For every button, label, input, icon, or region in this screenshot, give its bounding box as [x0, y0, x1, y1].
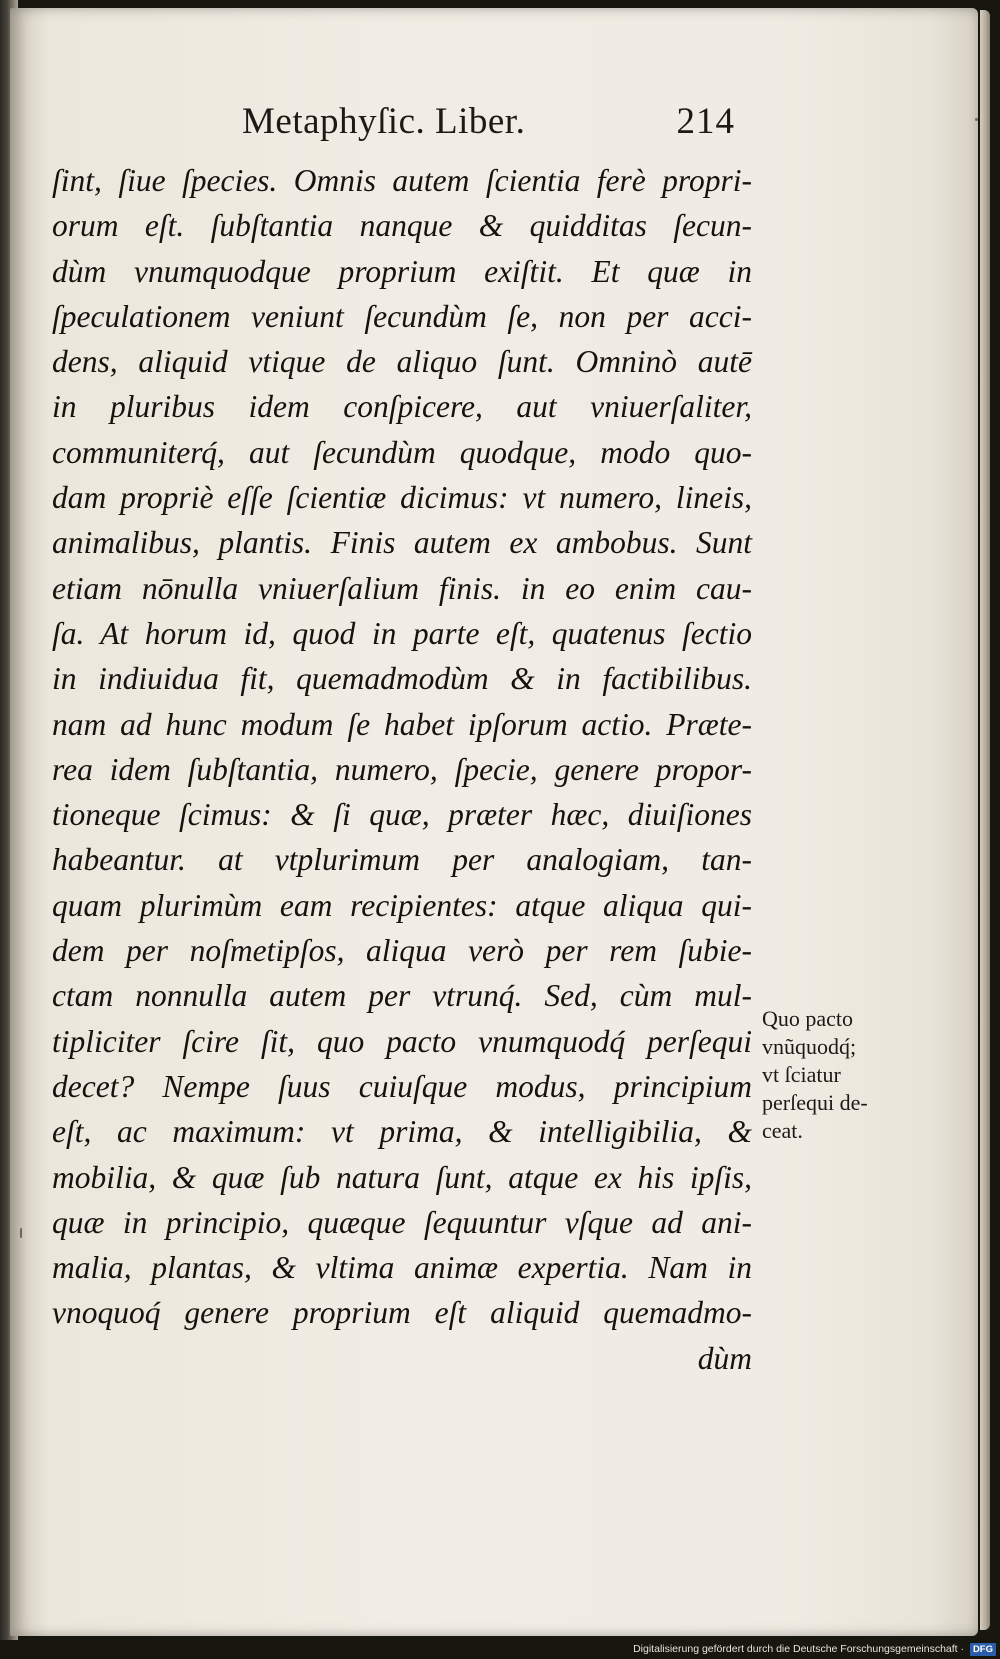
text-line: tioneque ſcimus: & ſi quæ, præter hæc, diuiſiones: [52, 797, 752, 833]
marginal-note: [762, 1005, 932, 1145]
text-line: nam ad hunc modum ſe habet ipſorum actio. Præte-: [52, 706, 752, 742]
text-line: communiterq́, aut ſecundùm quodque, modo quo-: [52, 434, 752, 470]
text-line: quæ in principio, quæque ſequuntur vſque ad ani-: [52, 1204, 752, 1240]
text-line: eſt, ac maximum: vt prima, & intelligibilia, &: [52, 1114, 752, 1150]
text-line: orum eſt. ſubſtantia nanque & quidditas ſecun-: [52, 208, 752, 244]
running-head-title: Metaphyſic. Liber.: [242, 101, 526, 142]
dfg-logo: DFG: [970, 1643, 996, 1656]
marginal-note-line: Quo pacto: [762, 1006, 854, 1031]
digitization-credit: [600, 1641, 996, 1657]
paper-speck: [20, 1228, 22, 1238]
running-head: [230, 100, 750, 148]
text-line: in indiuidua fit, quemadmodùm & in factibilibus.: [52, 661, 752, 697]
text-line: vnoquoq́ genere proprium eſt aliquid quemadmo-: [52, 1295, 752, 1331]
text-line: rea idem ſubſtantia, numero, ſpecie, genere propor-: [52, 751, 752, 787]
body-text: [52, 158, 752, 1381]
text-line: ſa. At horum id, quod in parte eſt, quatenus ſectio: [52, 615, 752, 651]
text-line: habeantur. at vtplurimum per analogiam, tan-: [52, 842, 752, 878]
paper-speck: [975, 118, 978, 121]
text-line: ctam nonnulla autem per vtrunq́. Sed, cùm mul-: [52, 978, 752, 1014]
marginal-note-line: vnũquodq́;: [762, 1034, 857, 1059]
page-edge: [980, 10, 990, 1630]
text-line: dam propriè eſſe ſcientiæ dicimus: vt numero, lineis,: [52, 480, 752, 516]
text-line: ſint, ſiue ſpecies. Omnis autem ſcientia ferè propri-: [52, 163, 752, 198]
page-number: 214: [676, 101, 735, 142]
marginal-note-line: ceat.: [762, 1118, 803, 1143]
text-line: animalibus, plantis. Finis autem ex ambobus. Sunt: [52, 525, 752, 561]
text-line: tipliciter ſcire ſit, quo pacto vnumquodq́ perſequi: [52, 1023, 752, 1059]
catchword: dùm: [697, 1340, 752, 1376]
text-line: dens, aliquid vtique de aliquo ſunt. Omninò autē: [52, 344, 752, 380]
marginal-note-line: perſequi de-: [762, 1090, 868, 1115]
text-line: malia, plantas, & vltima animæ expertia. Nam in: [52, 1250, 752, 1286]
credit-text: Digitalisierung gefördert durch die Deutsche Forschungsgemeinschaft ·: [633, 1643, 965, 1655]
text-line: quam plurimùm eam recipientes: atque aliqua qui-: [52, 887, 752, 923]
text-line: etiam nōnulla vniuerſalium finis. in eo enim cau-: [52, 570, 752, 606]
text-line: dùm vnumquodque proprium exiſtit. Et quæ in: [52, 253, 752, 289]
text-line: mobilia, & quæ ſub natura ſunt, atque ex his ipſis,: [52, 1159, 752, 1195]
marginal-note-line: vt ſciatur: [762, 1062, 841, 1087]
text-line: decet? Nempe ſuus cuiuſque modus, principium: [52, 1068, 752, 1104]
text-line: ſpeculationem veniunt ſecundùm ſe, non per acci-: [52, 298, 752, 334]
text-line: dem per noſmetipſos, aliqua verò per rem ſubie-: [52, 933, 752, 969]
text-line: in pluribus idem conſpicere, aut vniuerſaliter,: [52, 389, 752, 425]
